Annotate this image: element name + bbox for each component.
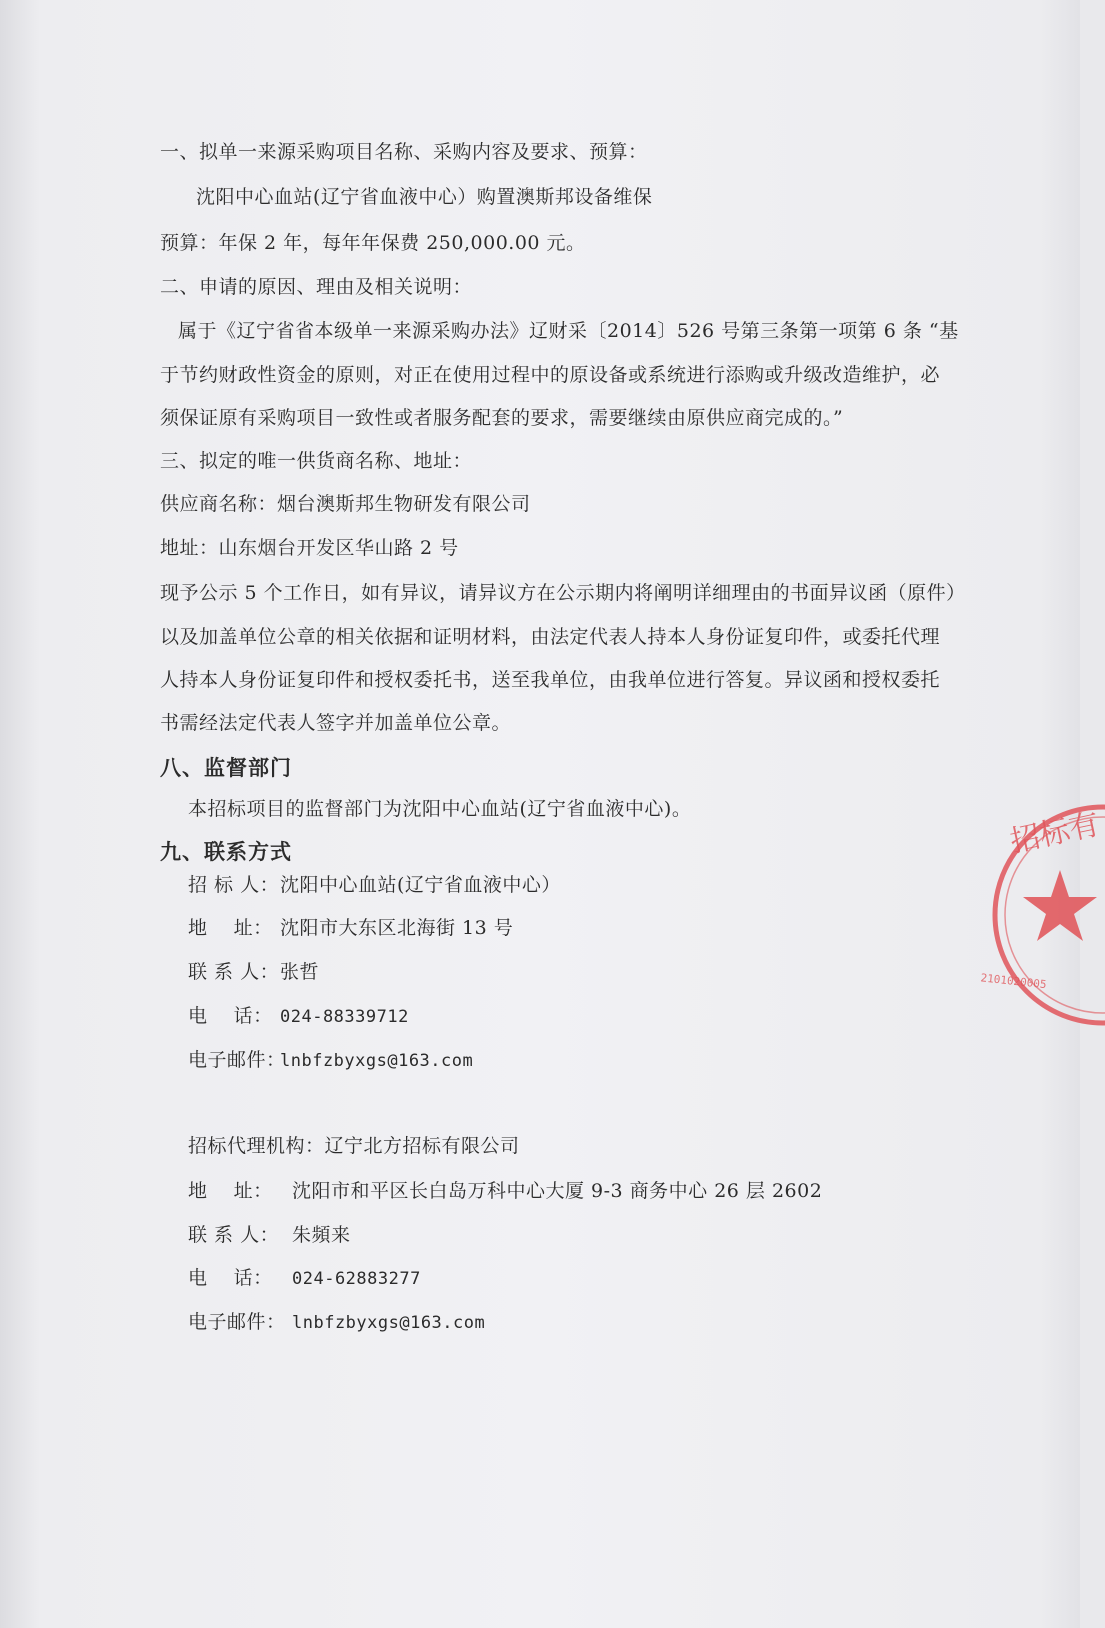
seal-star-icon <box>1023 870 1097 941</box>
supplier-name: 供应商名称：烟台澳斯邦生物研发有限公司 <box>160 493 531 515</box>
tenderer-email-label: 电子邮件： <box>188 1049 286 1071</box>
tenderer-phone: 024-88339712 <box>280 1007 409 1027</box>
agency-name: 辽宁北方招标有限公司 <box>324 1135 520 1157</box>
agency-contact: 朱頻来 <box>292 1224 351 1246</box>
section-3-title: 三、拟定的唯一供货商名称、地址： <box>160 450 473 472</box>
tenderer-phone-row <box>188 1001 409 1028</box>
tenderer-address: 沈阳市大东区北海街 13 号 <box>280 917 514 939</box>
tenderer-contact-label: 联 系 人： <box>188 961 280 983</box>
agency-phone-row <box>188 1263 421 1290</box>
project-name: 沈阳中心血站(辽宁省血液中心）购置澳斯邦设备维保 <box>196 186 653 208</box>
tenderer-phone-label: 电 话： <box>188 1005 273 1027</box>
notice-line-4: 书需经法定代表人签字并加盖单位公章。 <box>160 712 512 734</box>
tenderer-contact-row <box>188 957 319 984</box>
agency-email: lnbfzbyxgs@163.com <box>292 1313 486 1333</box>
supervision-text: 本招标项目的监督部门为沈阳中心血站(辽宁省血液中心)。 <box>188 798 692 820</box>
tenderer-contact: 张哲 <box>280 961 320 983</box>
budget-line: 预算：年保 2 年，每年年保费 250,000.00 元。 <box>160 232 586 254</box>
tenderer-address-row <box>188 913 513 940</box>
tenderer-email: lnbfzbyxgs@163.com <box>280 1051 474 1071</box>
agency-contact-row <box>188 1220 351 1247</box>
supplier-address: 地址：山东烟台开发区华山路 2 号 <box>160 537 459 559</box>
agency-address: 沈阳市和平区长白岛万科中心大厦 9-3 商务中心 26 层 2602 <box>292 1180 823 1202</box>
company-seal-stamp <box>979 800 1105 1030</box>
reason-line-3: 须保证原有采购项目一致性或者服务配套的要求，需要继续由原供应商完成的。” <box>160 407 844 429</box>
agency-phone-label: 电 话： <box>188 1267 273 1289</box>
section-2-title: 二、申请的原因、理由及相关说明： <box>160 276 473 298</box>
agency-address-label: 地 址： <box>188 1180 273 1202</box>
section-1-title: 一、拟单一来源采购项目名称、采购内容及要求、预算： <box>160 141 648 163</box>
tenderer-row <box>188 870 561 897</box>
section-9-title: 九、联系方式 <box>160 840 292 864</box>
section-8-title: 八、监督部门 <box>160 756 292 780</box>
tenderer-label: 招 标 人： <box>188 874 280 896</box>
reason-line-2: 于节约财政性资金的原则，对正在使用过程中的原设备或系统进行添购或升级改造维护，必 <box>160 364 941 386</box>
tenderer-name: 沈阳中心血站(辽宁省血液中心） <box>280 874 561 896</box>
notice-line-1: 现予公示 5 个工作日，如有异议，请异议方在公示期内将阐明详细理由的书面异议函（原件） <box>160 582 966 604</box>
agency-phone: 024-62883277 <box>292 1269 421 1289</box>
agency-row <box>188 1131 520 1158</box>
notice-line-2: 以及加盖单位公章的相关依据和证明材料，由法定代表人持本人身份证复印件，或委托代理 <box>160 626 941 648</box>
svg-text:2101020005: 2101020005 <box>979 971 1048 992</box>
notice-line-3: 人持本人身份证复印件和授权委托书，送至我单位，由我单位进行答复。异议函和授权委托 <box>160 669 941 691</box>
agency-email-row <box>188 1307 485 1334</box>
reason-line-1: 属于《辽宁省省本级单一来源采购办法》辽财采〔2014〕526 号第三条第一项第 6 条 “基 <box>178 320 959 342</box>
agency-address-row <box>188 1176 822 1203</box>
tenderer-address-label: 地 址： <box>188 917 273 939</box>
agency-label: 招标代理机构： <box>188 1135 325 1157</box>
tenderer-email-row <box>188 1045 473 1072</box>
svg-text:招标有: 招标有 <box>1007 806 1103 860</box>
agency-contact-label: 联 系 人： <box>188 1224 280 1246</box>
agency-email-label: 电子邮件： <box>188 1311 286 1333</box>
